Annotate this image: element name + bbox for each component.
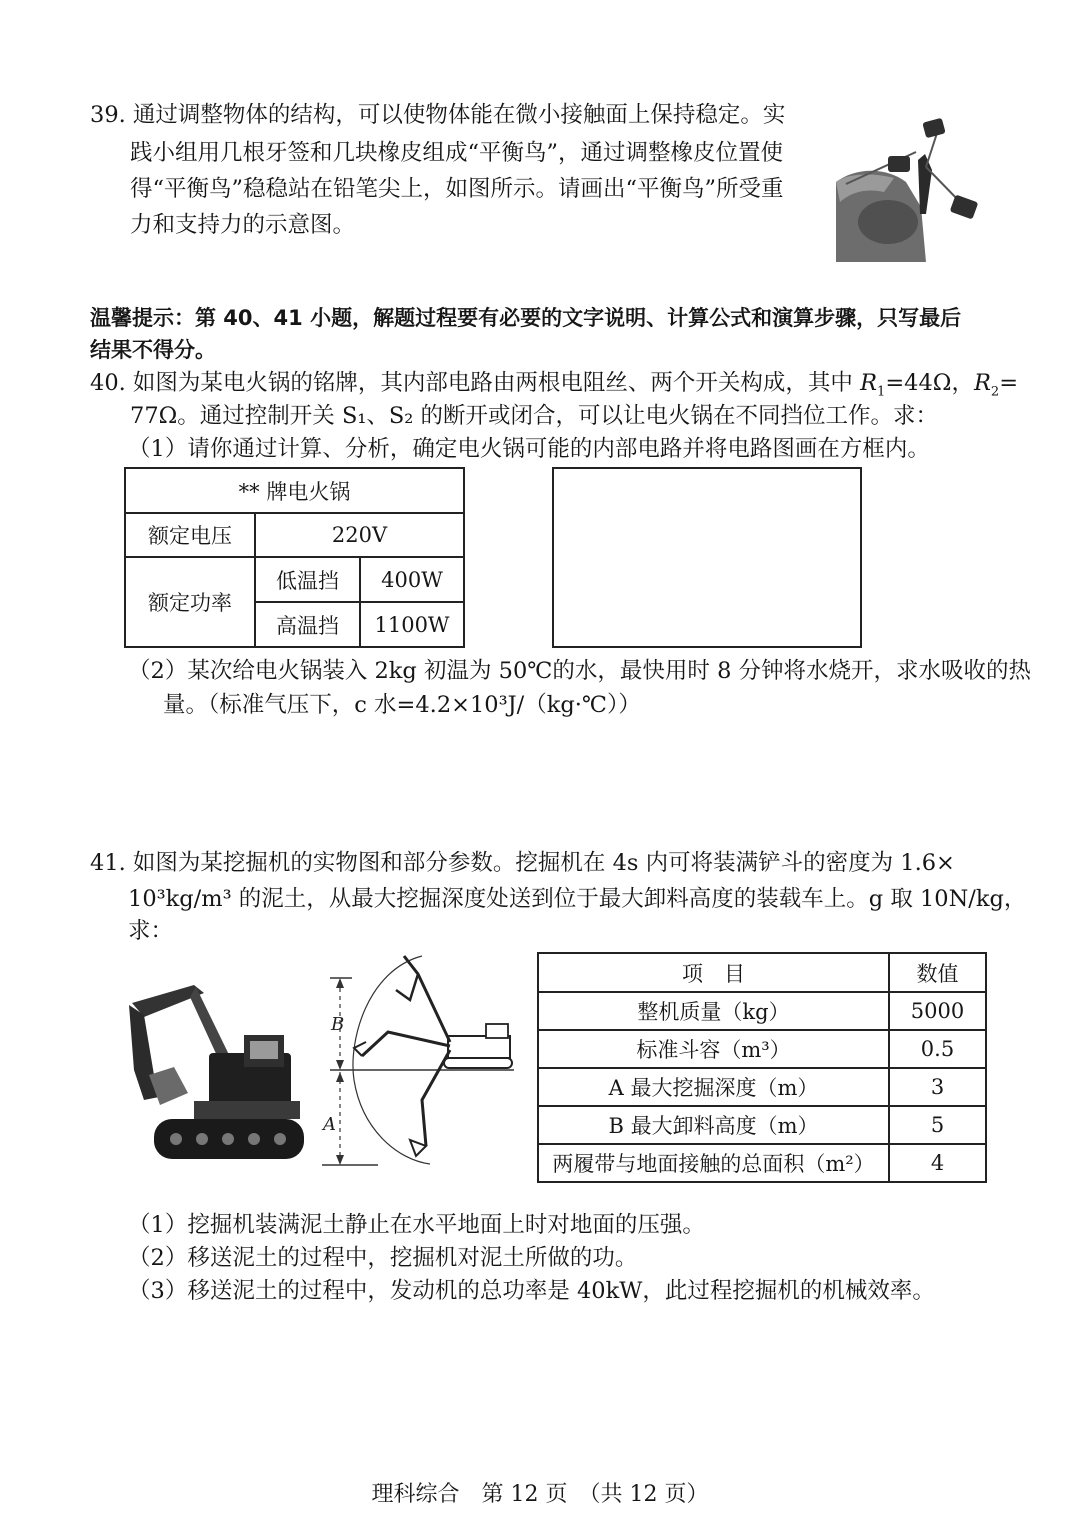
nameplate-table: [124, 467, 465, 648]
excavator-range-diagram: [318, 950, 520, 1170]
balance-bird-image: [826, 112, 980, 262]
table-row: B 最大卸料高度（m） 5: [538, 1106, 986, 1144]
table-row: 标准斗容（m³） 0.5: [538, 1030, 986, 1068]
param-header-value: 数值: [889, 953, 986, 992]
q40-sub-2-line-1: （2）某次给电火锅装入 2kg 初温为 50℃的水，最快用时 8 分钟将水烧开，求水吸收的热: [128, 658, 1032, 684]
circuit-answer-box[interactable]: [552, 467, 862, 648]
dim-label-b: B: [331, 1014, 345, 1035]
table-row: 两履带与地面接触的总面积（m²） 4: [538, 1144, 986, 1182]
high-label: 高温挡: [255, 602, 360, 647]
power-label: 额定功率: [125, 557, 255, 647]
q41-line-1: 41. 如图为某挖掘机的实物图和部分参数。挖掘机在 4s 内可将装满铲斗的密度为 1.6×: [90, 850, 955, 876]
q39-line-4: 力和支持力的示意图。: [130, 212, 356, 238]
tip-line-2: 结果不得分。: [90, 338, 216, 362]
nameplate-title: ** 牌电火锅: [125, 468, 464, 513]
q41-sub-3: （3）移送泥土的过程中，发动机的总功率是 40kW，此过程挖掘机的机械效率。: [128, 1278, 935, 1304]
q40-line-1: 40. 如图为某电火锅的铭牌，其内部电路由两根电阻丝、两个开关构成，其中 $R_1=44\Omega$，$R_2=$: [90, 370, 1019, 400]
page-footer: 理科综合 第 12 页 （共 12 页）: [371, 1482, 709, 1507]
q41-sub-1: （1）挖掘机装满泥土静止在水平地面上时对地面的压强。: [128, 1212, 705, 1238]
low-label: 低温挡: [255, 557, 360, 602]
voltage-value: 220V: [255, 513, 464, 557]
q41-line-3: 求：: [128, 918, 174, 944]
param-header-item: 项 目: [538, 953, 889, 992]
q41-line-2: 10³kg/m³ 的泥土，从最大挖掘深度处送到位于最大卸料高度的装载车上。g 取 10N/kg，: [128, 886, 1027, 912]
q39-line-2: 践小组用几根牙签和几块橡皮组成“平衡鸟”，通过调整橡皮位置使: [130, 140, 784, 166]
q39-line-3: 得“平衡鸟”稳稳站在铅笔尖上，如图所示。请画出“平衡鸟”所受重: [130, 176, 784, 202]
excavator-param-table: [537, 952, 987, 1183]
excavator-image: [124, 975, 308, 1175]
dim-label-a: A: [323, 1114, 336, 1135]
tip-line-1: 温馨提示：第 40、41 小题，解题过程要有必要的文字说明、计算公式和演算步骤，只写最后: [90, 306, 962, 330]
table-row: 整机质量（kg） 5000: [538, 992, 986, 1030]
q39-line-1: 39. 通过调整物体的结构，可以使物体能在微小接触面上保持稳定。实: [90, 102, 786, 128]
q41-sub-2: （2）移送泥土的过程中，挖掘机对泥土所做的功。: [128, 1245, 638, 1271]
voltage-label: 额定电压: [125, 513, 255, 557]
high-value: 1100W: [360, 602, 464, 647]
q40-sub-1: （1）请你通过计算、分析，确定电火锅可能的内部电路并将电路图画在方框内。: [128, 436, 930, 462]
q40-sub-2-line-2: 量。（标准气压下，c 水=4.2×10³J/（kg·℃））: [163, 692, 641, 718]
q40-line-2: 77Ω。通过控制开关 S₁、S₂ 的断开或闭合，可以让电火锅在不同挡位工作。求：: [130, 403, 938, 429]
low-value: 400W: [360, 557, 464, 602]
table-row: A 最大挖掘深度（m） 3: [538, 1068, 986, 1106]
